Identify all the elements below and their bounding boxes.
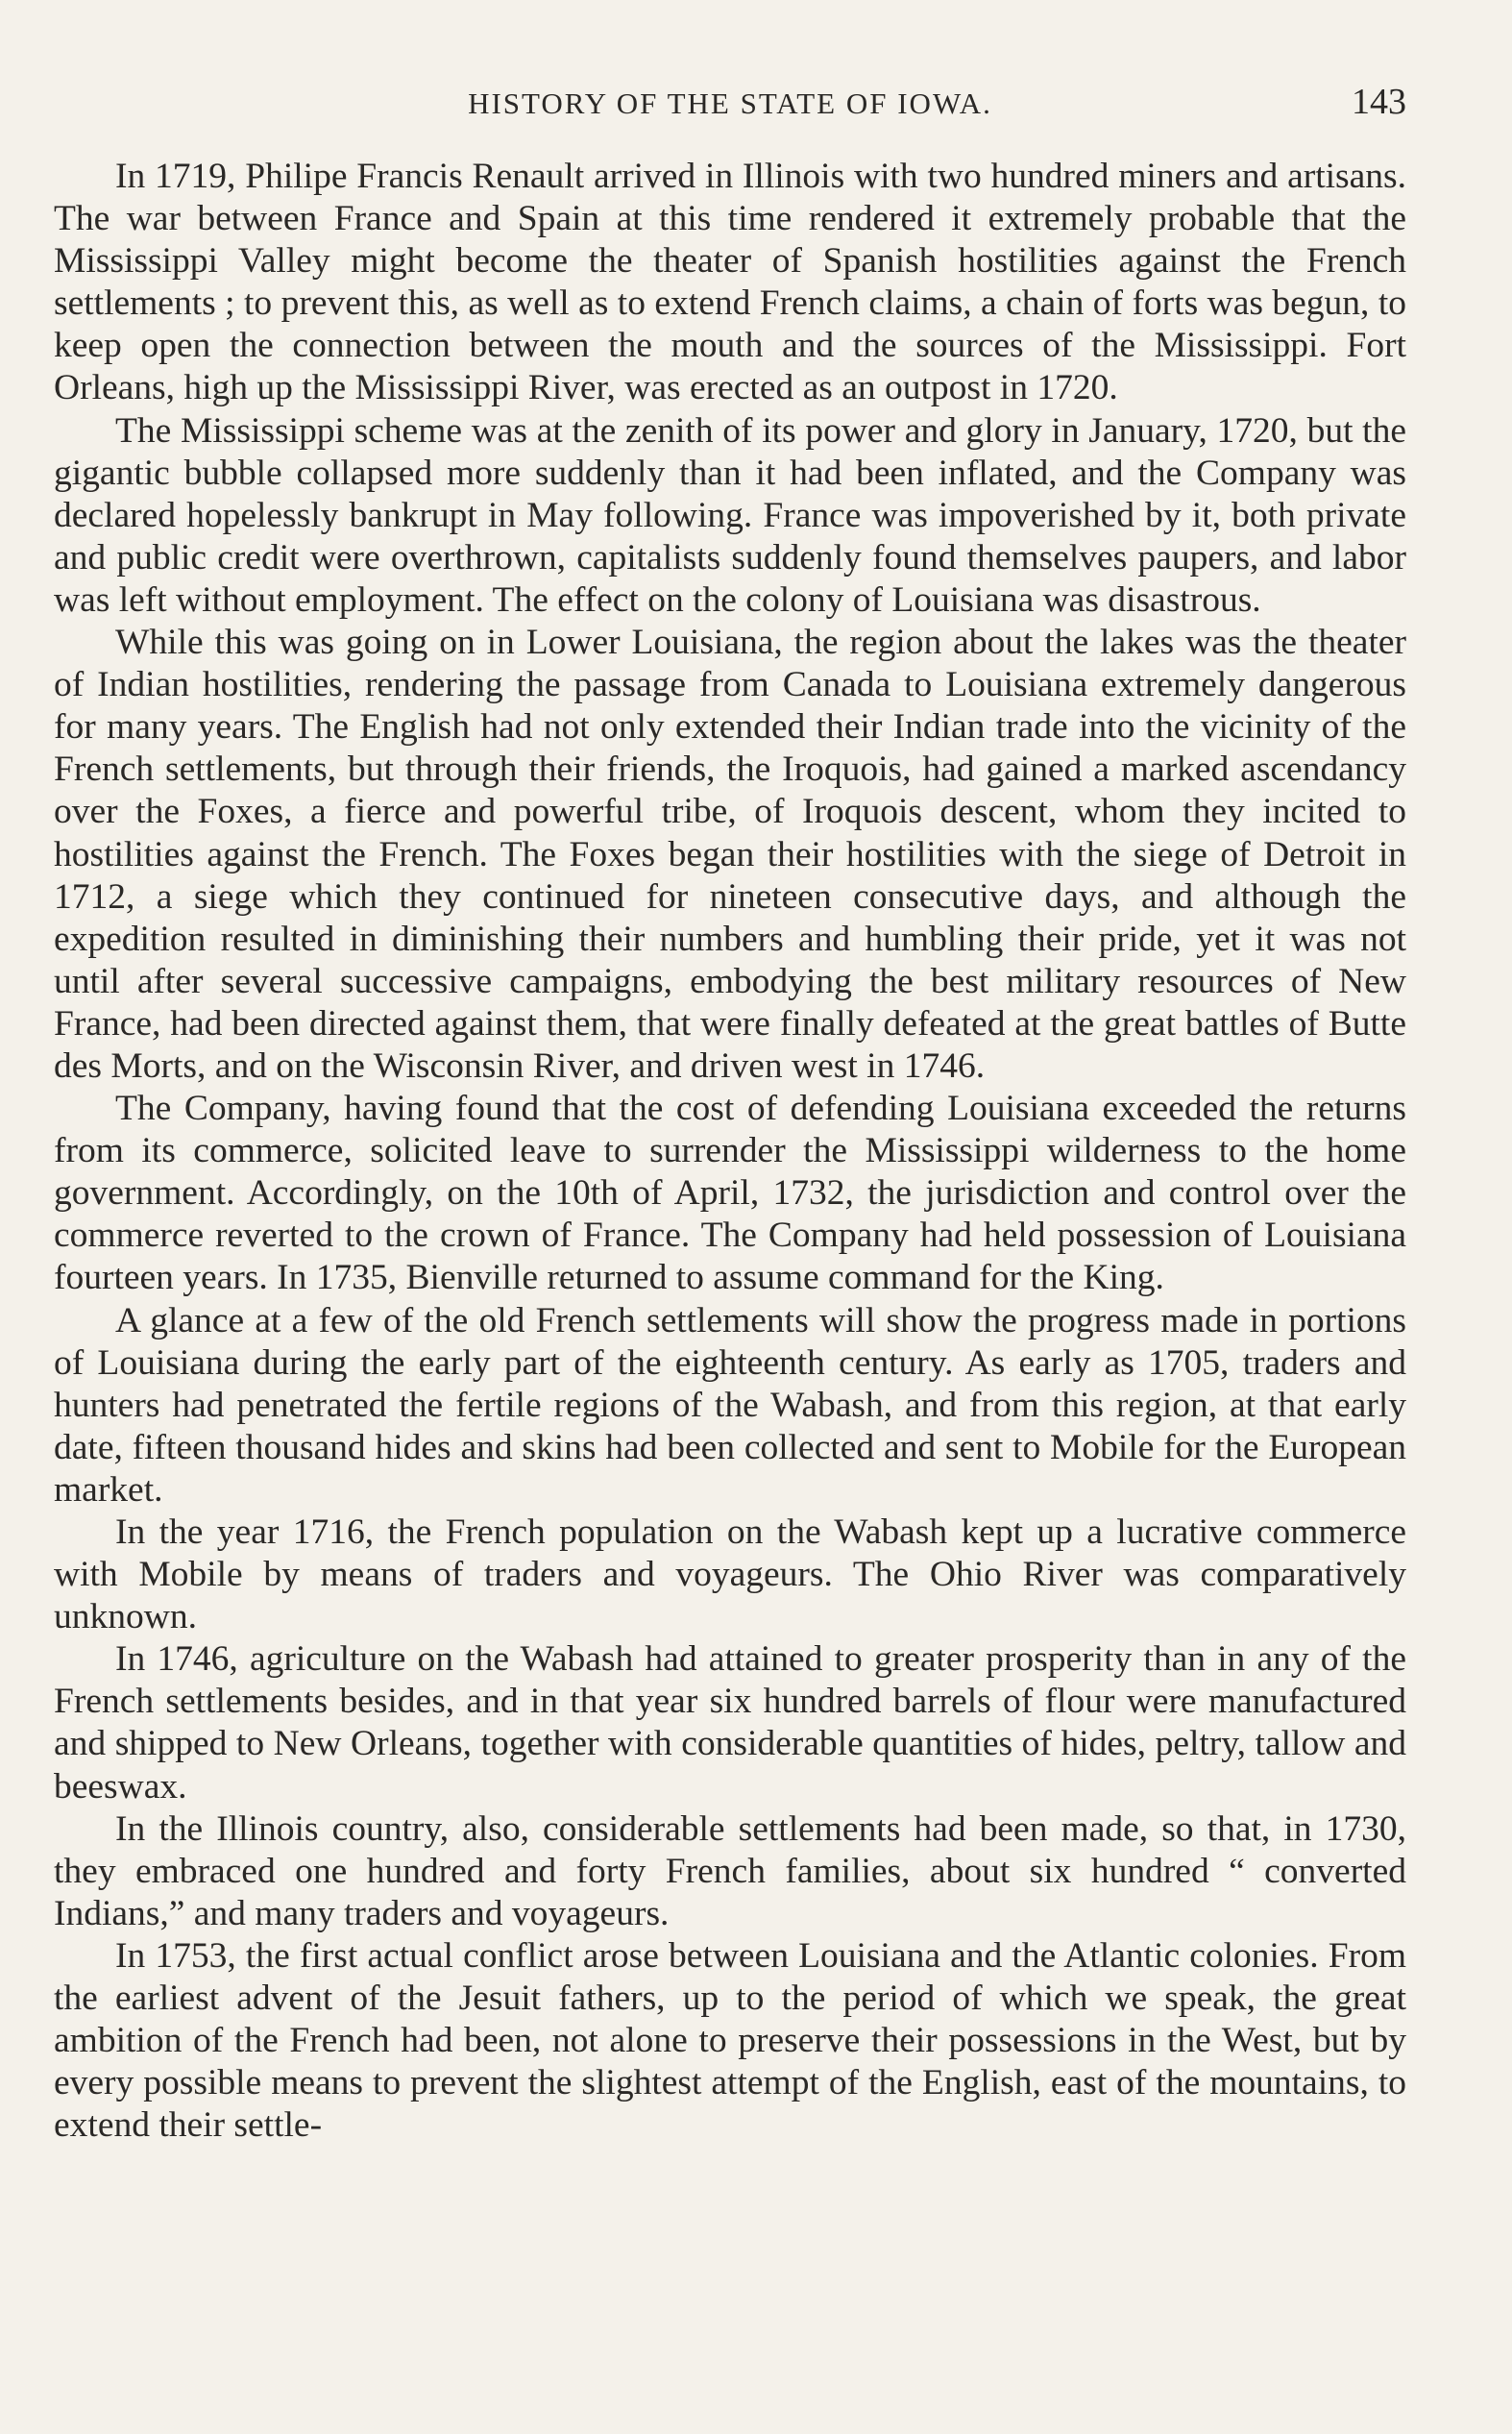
paragraph: In 1753, the first actual conflict arose between Louisiana and the Atlantic colonies. From the earliest advent of the Jesuit fathers, up to the period of which we speak, the great ambition of the French had been, not alone to preserve their possessions in the West, but by every possible means to prevent the slightest attempt of the English, east of the mountains, to extend their settle- xyxy=(54,1935,1406,2146)
running-title: HISTORY OF THE STATE OF IOWA. xyxy=(468,86,992,120)
paragraph: The Company, having found that the cost of defending Louisiana exceeded the returns from its commerce, solicited leave to surrender the Mississippi wilderness to the home government. Accordingly, on the 10th of April, 1732, the jurisdiction and control over the commerce reverted to the crown of France. The Company had held possession of Louisiana fourteen years. In 1735, Bienville returned to assume command for the King. xyxy=(54,1089,1406,1298)
running-head xyxy=(54,81,1406,129)
paragraph: In the Illinois country, also, considerable settlements had been made, so that, in 1730, they embraced one hundred and forty French families, about six hundred “ converted Indians,” and many traders and voyageurs. xyxy=(54,1808,1406,1933)
body-text xyxy=(54,156,1406,2147)
paragraph: In 1746, agriculture on the Wabash had attained to greater prosperity than in any of the French settlements besides, and in that year six hundred barrels of flour were manufactured and shipped to New Orleans, together with considerable quantities of hides, peltry, tallow and beeswax. xyxy=(54,1639,1406,1807)
paragraph: The Mississippi scheme was at the zenith of its power and glory in January, 1720, but the gigantic bubble collapsed more suddenly than it had been inflated, and the Company was declared hopelessly bankrupt in May following. France was impoverished by it, both private and public credit were overthrown, capitalists suddenly found themselves paupers, and labor was left without employment. The effect on the colony of Louisiana was disastrous. xyxy=(54,410,1406,620)
paragraph: A glance at a few of the old French settlements will show the progress made in portions of Louisiana during the early part of the eighteenth century. As early as 1705, traders and hunters had penetrated the fertile regions of the Wabash, and from this region, at that early date, fifteen thousand hides and skins had been collected and sent to Mobile for the European market. xyxy=(54,1300,1406,1510)
paragraph: While this was going on in Lower Louisiana, the region about the lakes was the theater of Indian hostilities, rendering the passage from Canada to Louisiana extremely dangerous for many years. The English had not only extended their Indian trade into the vicinity of the French settlements, but through their friends, the Iroquois, had gained a marked ascendancy over the Foxes, a fierce and powerful tribe, of Iroquois descent, whom they incited to hostilities against the French. The Foxes began their hostilities with the siege of Detroit in 1712, a siege which they continued for nineteen consecutive days, and although the expedition resulted in diminishing their numbers and humbling their pride, yet it was not until after several successive campaigns, embodying the best military resources of New France, had been directed against them, that were finally defeated at the great battles of Butte des Morts, and on the Wisconsin River, and driven west in 1746. xyxy=(54,623,1406,1086)
paragraph: In the year 1716, the French population on the Wabash kept up a lucrative commerce with Mobile by means of traders and voyageurs. The Ohio River was comparatively unknown. xyxy=(54,1512,1406,1637)
paragraph: In 1719, Philipe Francis Renault arrived in Illinois with two hundred miners and artisans. The war between France and Spain at this time rendered it extremely probable that the Mississippi Valley might become the theater of Spanish hostilities against the French settlements ; to prevent this, as well as to extend French claims, a chain of forts was begun, to keep open the connection between the mouth and the sources of the Mississippi. Fort Orleans, high up the Mississippi River, was erected as an outpost in 1720. xyxy=(54,157,1406,408)
page-number: 143 xyxy=(1352,82,1406,122)
